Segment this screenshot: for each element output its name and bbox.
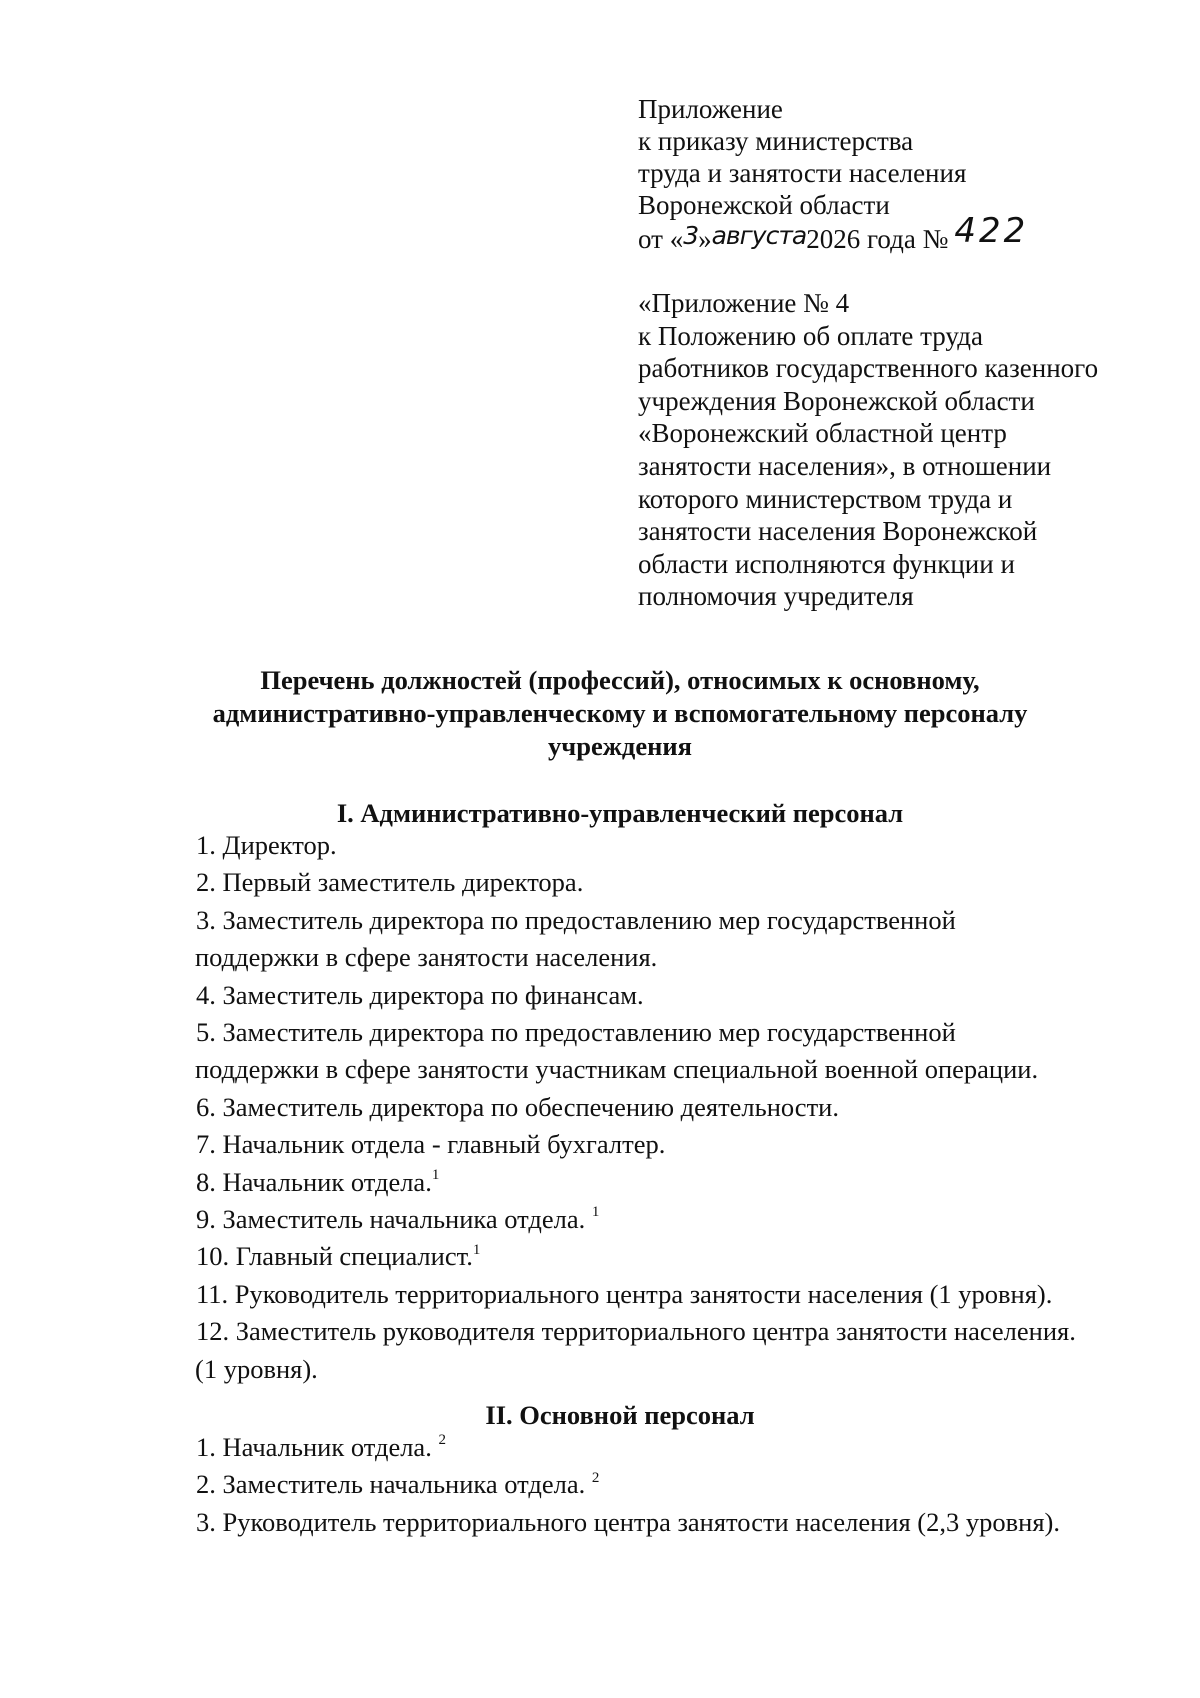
document-title (120, 664, 1120, 763)
footnote-marker: 2 (591, 1469, 600, 1486)
list-item-text: 5. Заместитель директора по предоставлению мер государственной (196, 1017, 956, 1048)
list-item-text: 3. Заместитель директора по предоставлению мер государственной (196, 904, 956, 935)
appendix-line: Воронежской области (638, 190, 890, 220)
appendix-ref-line: «Воронежский областной центр (638, 418, 1007, 449)
appendix-ref-line: которого министерством труда и (638, 483, 1013, 514)
title-line: административно-управленческому и вспомогательному персоналу (212, 698, 1028, 728)
list-item-continuation: поддержки в сфере занятости участникам специальной военной операции. (195, 1054, 1039, 1085)
appendix-date-line (638, 211, 1178, 256)
appendix-line: к приказу министерства (638, 126, 914, 156)
section-2-list (196, 1429, 1186, 1541)
footnote-marker: 1 (591, 1204, 600, 1221)
list-item (196, 1089, 1186, 1126)
appendix-ref-line: учреждения Воронежской области (638, 385, 1035, 416)
list-item-text: 1. Начальник отдела. (196, 1432, 439, 1462)
title-line: Перечень должностей (профессий), относимых к основному, (260, 665, 980, 695)
date-prefix: от « (638, 224, 684, 254)
appendix-ref-line: «Приложение № 4 (638, 288, 850, 318)
list-item (196, 1238, 1186, 1275)
list-item (196, 1466, 1186, 1503)
list-item (196, 1164, 1186, 1201)
handwritten-month: августа (711, 221, 807, 250)
section-1-list (196, 827, 1186, 1388)
section-2-heading: II. Основной персонал (485, 1400, 755, 1430)
appendix-ref-line: работников государственного казенного (638, 353, 1099, 384)
list-item-continuation: поддержки в сфере занятости населения. (195, 942, 658, 973)
section-1-heading: I. Административно-управленческий персонал (336, 798, 904, 828)
appendix-line: Приложение (638, 94, 783, 124)
appendix-ref-line: занятости населения», в отношении (638, 450, 1052, 481)
list-item (196, 977, 1186, 1014)
list-item (196, 1126, 1186, 1163)
list-item-text: 10. Главный специалист. (196, 1241, 473, 1272)
list-item-text: 8. Начальник отдела. (196, 1166, 432, 1197)
footnote-marker: 1 (472, 1241, 481, 1258)
list-item (196, 1276, 1186, 1313)
list-item-text: 4. Заместитель директора по финансам. (196, 979, 644, 1010)
list-item (196, 1429, 1186, 1466)
list-item (196, 1201, 1186, 1238)
footnote-marker: 1 (431, 1166, 440, 1183)
list-item (196, 1313, 1186, 1350)
date-mid: » (698, 224, 712, 254)
list-item-text: 12. Заместитель руководителя территориального центра занятости населения. (196, 1316, 1076, 1347)
date-year: 2026 года № (806, 224, 949, 254)
appendix-ref-line: к Положению об оплате труда (638, 320, 983, 351)
list-item (196, 864, 1186, 901)
appendix-header (638, 93, 1178, 256)
list-item-text: 7. Начальник отдела - главный бухгалтер. (196, 1129, 666, 1160)
footnote-marker: 2 (438, 1432, 446, 1449)
title-line: учреждения (548, 731, 692, 761)
appendix-line: труда и занятости населения (638, 158, 967, 188)
list-item-text: 9. Заместитель начальника отдела. (196, 1204, 592, 1235)
handwritten-day: 3 (683, 221, 699, 250)
list-item-text: 2. Первый заместитель директора. (196, 867, 584, 898)
list-item-text: 6. Заместитель директора по обеспечению деятельности. (196, 1091, 839, 1122)
appendix-ref-line: занятости населения Воронежской (638, 516, 1038, 547)
list-item (196, 1014, 1186, 1051)
appendix-ref-line: области исполняются функции и (638, 548, 1015, 579)
list-item (196, 827, 1186, 864)
list-item (196, 1504, 1186, 1541)
list-item-text: 2. Заместитель начальника отдела. (196, 1469, 592, 1500)
list-item-text: 3. Руководитель территориального центра занятости населения (2,3 уровня). (196, 1506, 1060, 1537)
appendix-reference (638, 287, 1178, 613)
appendix-ref-line: полномочия учредителя (638, 581, 914, 612)
list-item-continuation: (1 уровня). (195, 1353, 318, 1384)
list-item (196, 902, 1186, 939)
list-item-text: 1. Директор. (196, 830, 337, 860)
list-item-text: 11. Руководитель территориального центра занятости населения (1 уровня). (196, 1278, 1053, 1309)
handwritten-number: 422 (954, 211, 1029, 251)
